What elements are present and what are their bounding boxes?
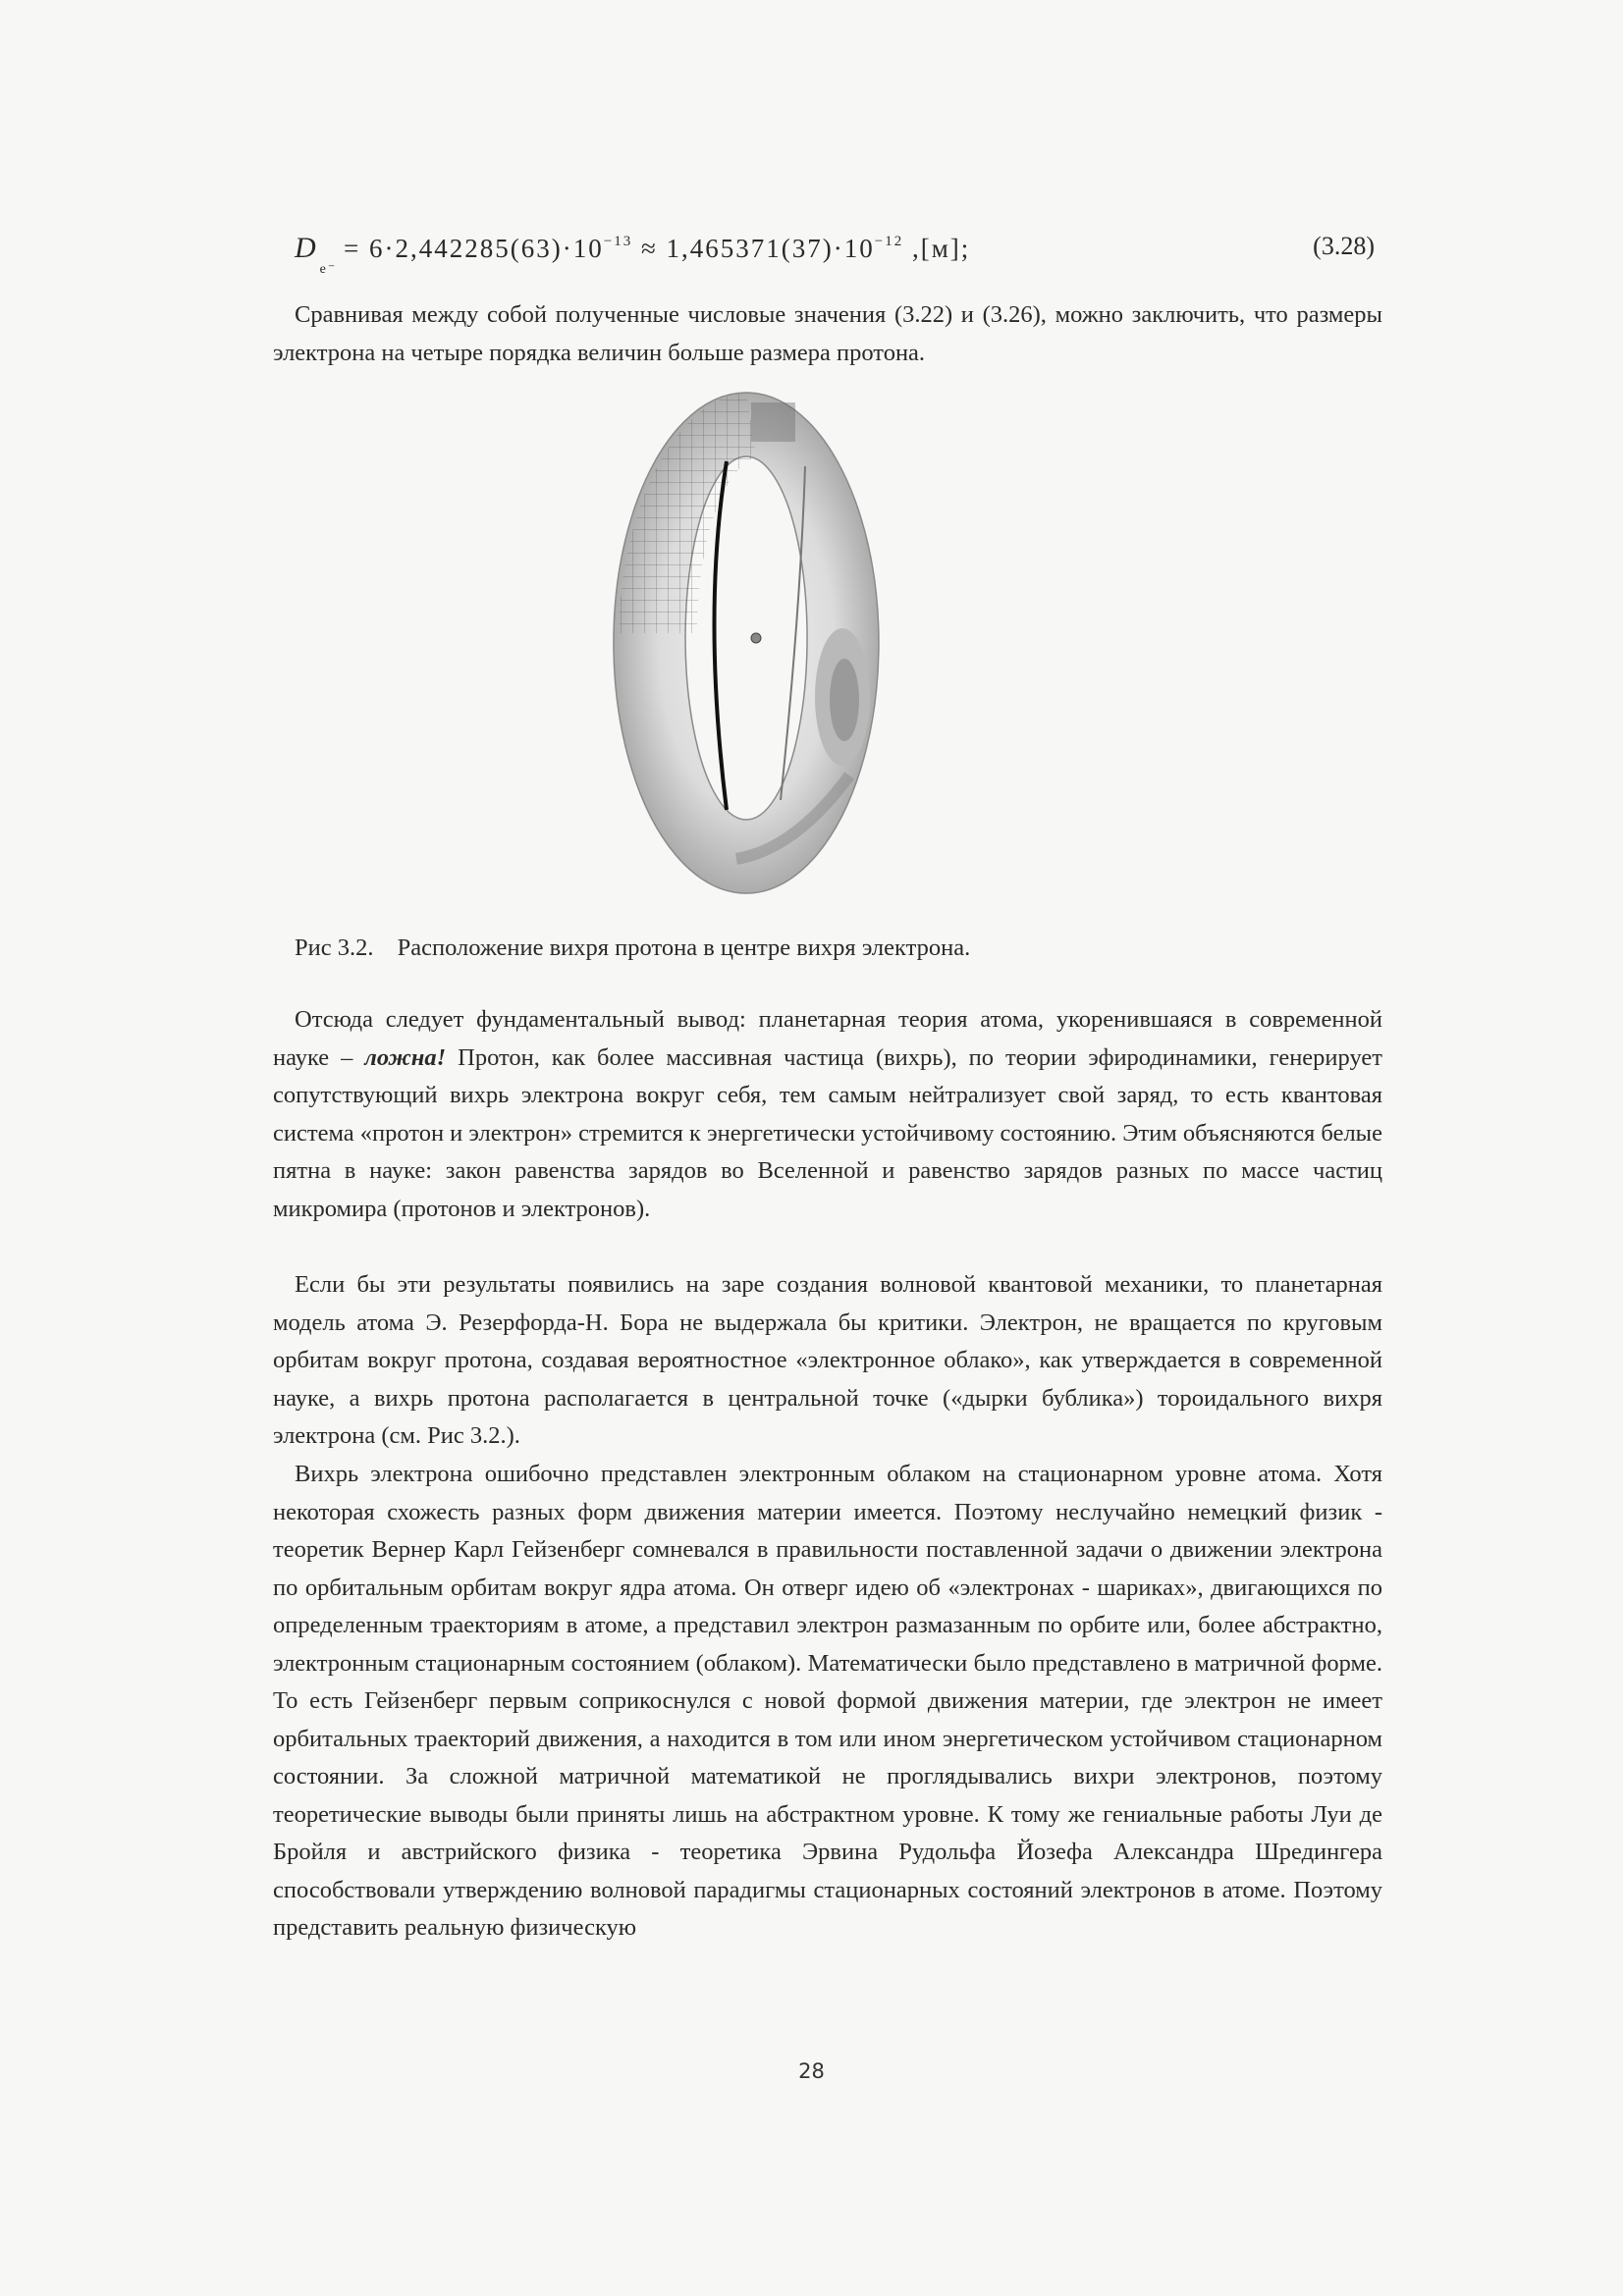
figure-caption-number: Рис 3.2. xyxy=(295,934,374,961)
paragraph-3: Вихрь электрона ошибочно представлен электронным облаком на стационарном уровне атома. Хотя некоторая схожесть разных форм движения материи имеется. Поэтому неслучайно немецкий физик - теоретик Вернер Карл Гейзенберг сомневался в правильности поставленной задачи о движении электрона по орбитальным орбитам вокруг ядра атома. Он отверг идею об «электронах - шариках», двигающихся по определенным траекториям в атоме, а представил электрон размазанным по орбите или, более абстрактно, электронным стационарным состоянием (облаком). Математически было представлено в матричной форме. То есть Гейзенберг первым соприкоснулся с новой формой движения материи, где электрон не имеет орбитальных траекторий движения, а находится в том или ином энергетическом устойчивом стационарном состоянии. За сложной матричной математикой не проглядывались вихри электронов, поэтому теоретические выводы были приняты лишь на абстрактном уровне. К тому же гениальные работы Луи де Бройля и австрийского физика - теоретика Эрвина Рудольфа Йозефа Александра Шредингера способствовали утверждению волновой парадигмы стационарных состояний электронов в атоме. Поэтому представить реальную физическую xyxy=(273,1461,1382,1941)
equation-number: (3.28) xyxy=(1313,232,1375,260)
formula-lhs-subscript: e⁻ xyxy=(319,262,338,277)
figure-caption xyxy=(295,933,1276,964)
formula-unit: ,[м]; xyxy=(903,234,971,263)
paragraph-1-part-a: Отсюда следует фундаментальный вывод: планетарная теория атома, укоренившаяся в современной науке – xyxy=(273,1006,1382,1071)
figure-caption-text: Расположение вихря протона в центре вихря электрона. xyxy=(397,934,971,961)
formula-body-2: ≈ 1,465371(37)·10 xyxy=(632,234,875,263)
page-number: 28 xyxy=(798,2059,825,2083)
paragraph-1 xyxy=(273,1001,1382,1228)
formula-exponent-2: −12 xyxy=(874,234,904,249)
paragraph-1-emphasis: ложна! xyxy=(364,1043,447,1071)
formula-lhs: D xyxy=(295,232,318,264)
torus-figure xyxy=(609,388,884,898)
intro-paragraph: Сравнивая между собой полученные числовые значения (3.22) и (3.26), можно заключить, что размеры электрона на четыре порядка величин больше размера протона. xyxy=(273,301,1382,366)
paragraph-1-part-b: Протон, как более массивная частица (вихрь), по теории эфиродинамики, генерирует сопутствующий вихрь электрона вокруг себя, тем самым нейтрализует свой заряд, то есть квантовая система «протон и электрон» стремится к энергетически устойчивому состоянию. Этим объясняются белые пятна в науке: закон равенства зарядов во Вселенной и равенство зарядов разных по массе частиц микромира (протонов и электронов). xyxy=(273,1043,1383,1222)
proton-center-dot xyxy=(751,633,761,643)
formula-3-28 xyxy=(295,232,1375,291)
formula-exponent-1: −13 xyxy=(603,234,633,249)
paragraph-2: Если бы эти результаты появились на заре создания волновой квантовой механики, то планетарная модель атома Э. Резерфорда-Н. Бора не выдержала бы критики. Электрон, не вращается по круговым орбитам вокруг протона, создавая вероятностное «электронное облако», как утверждается в современной науке, а вихрь протона располагается в центральной точке («дырки бублика») тороидального вихря электрона (см. Рис 3.2.). xyxy=(273,1271,1382,1449)
formula-body-1: = 6·2,442285(63)·10 xyxy=(344,234,604,263)
